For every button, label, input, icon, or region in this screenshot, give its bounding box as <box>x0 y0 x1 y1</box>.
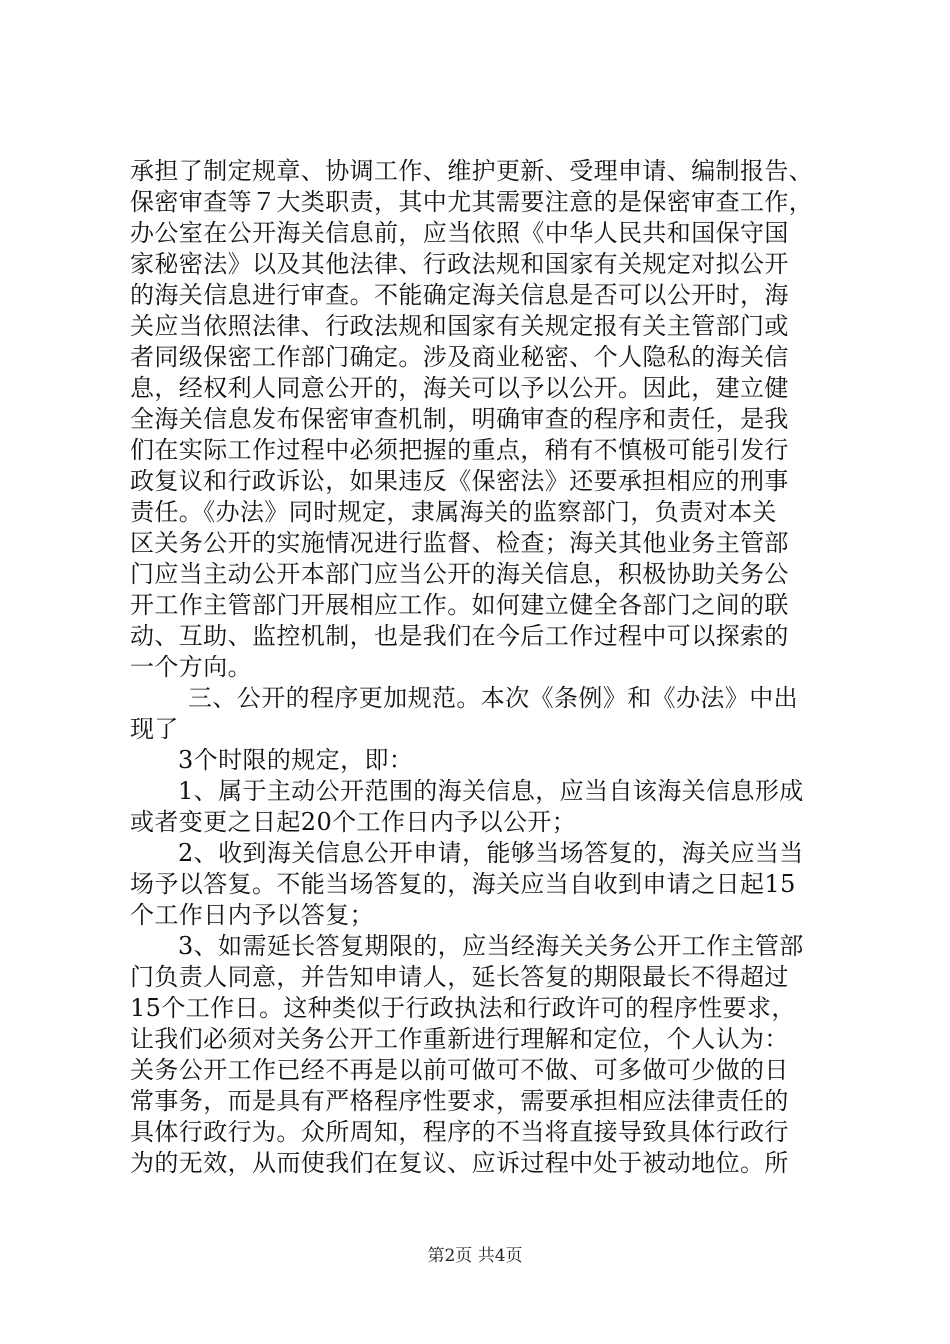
text-line: 关应当依照法律、行政法规和国家有关规定报有关主管部门或 <box>130 312 789 340</box>
text-line: 的海关信息进行审查。不能确定海关信息是否可以公开时，海 <box>130 281 789 309</box>
text-line: 现了 <box>130 715 179 743</box>
text-line: 让我们必须对关务公开工作重新进行理解和定位，个人认为： <box>130 1025 789 1053</box>
text-line: 15个工作日。这种类似于行政执法和行政许可的程序性要求， <box>130 994 796 1022</box>
text-line: 们在实际工作过程中必须把握的重点，稍有不慎极可能引发行 <box>130 436 789 464</box>
text-line: 关务公开工作已经不再是以前可做可不做、可多做可少做的日 <box>130 1056 789 1084</box>
text-line: 一个方向。 <box>130 653 252 681</box>
text-line: 门应当主动公开本部门应当公开的海关信息，积极协助关务公 <box>130 560 789 588</box>
page-number-label: 第2页 共4页 <box>427 1246 523 1266</box>
paragraph-start-line: 三、公开的程序更加规范。本次《条例》和《办法》中出 <box>188 684 798 712</box>
text-line: 保密审查等７大类职责，其中尤其需要注意的是保密审查工作， <box>130 188 814 216</box>
text-line: 承担了制定规章、协调工作、维护更新、受理申请、编制报告、 <box>130 157 814 185</box>
text-line: 开工作主管部门开展相应工作。如何建立健全各部门之间的联 <box>130 591 789 619</box>
text-line: 具体行政行为。众所周知，程序的不当将直接导致具体行政行 <box>130 1118 789 1146</box>
text-line: 家秘密法》以及其他法律、行政法规和国家有关规定对拟公开 <box>130 250 789 278</box>
paragraph-start-line: 3个时限的规定，即： <box>178 746 414 774</box>
text-line: 门负责人同意，并告知申请人，延长答复的期限最长不得超过 <box>130 963 789 991</box>
text-line: 区关务公开的实施情况进行监督、检查；海关其他业务主管部 <box>130 529 789 557</box>
list-item-1-line: 1、属于主动公开范围的海关信息，应当自该海关信息形成 <box>178 777 804 805</box>
page-footer <box>0 1245 950 1267</box>
text-line: 或者变更之日起20个工作日内予以公开； <box>130 808 577 836</box>
list-item-3-line: 3、如需延长答复期限的，应当经海关关务公开工作主管部 <box>178 932 804 960</box>
text-line: 政复议和行政诉讼，如果违反《保密法》还要承担相应的刑事 <box>130 467 789 495</box>
text-line: 常事务，而是具有严格程序性要求，需要承担相应法律责任的 <box>130 1087 789 1115</box>
text-line: 息，经权利人同意公开的，海关可以予以公开。因此，建立健 <box>130 374 789 402</box>
list-item-2-line: 2、收到海关信息公开申请，能够当场答复的，海关应当当 <box>178 839 804 867</box>
text-line: 者同级保密工作部门确定。涉及商业秘密、个人隐私的海关信 <box>130 343 789 371</box>
text-line: 责任。《办法》同时规定，隶属海关的监察部门，负责对本关 <box>130 498 777 526</box>
text-line: 动、互助、监控机制，也是我们在今后工作过程中可以探索的 <box>130 622 789 650</box>
text-line: 办公室在公开海关信息前，应当依照《中华人民共和国保守国 <box>130 219 789 247</box>
document-body <box>130 156 830 1179</box>
text-line: 为的无效，从而使我们在复议、应诉过程中处于被动地位。所 <box>130 1149 789 1177</box>
text-line: 个工作日内予以答复； <box>130 901 374 929</box>
text-line: 场予以答复。不能当场答复的，海关应当自收到申请之日起15 <box>130 870 796 898</box>
text-line: 全海关信息发布保密审查机制，明确审查的程序和责任，是我 <box>130 405 789 433</box>
